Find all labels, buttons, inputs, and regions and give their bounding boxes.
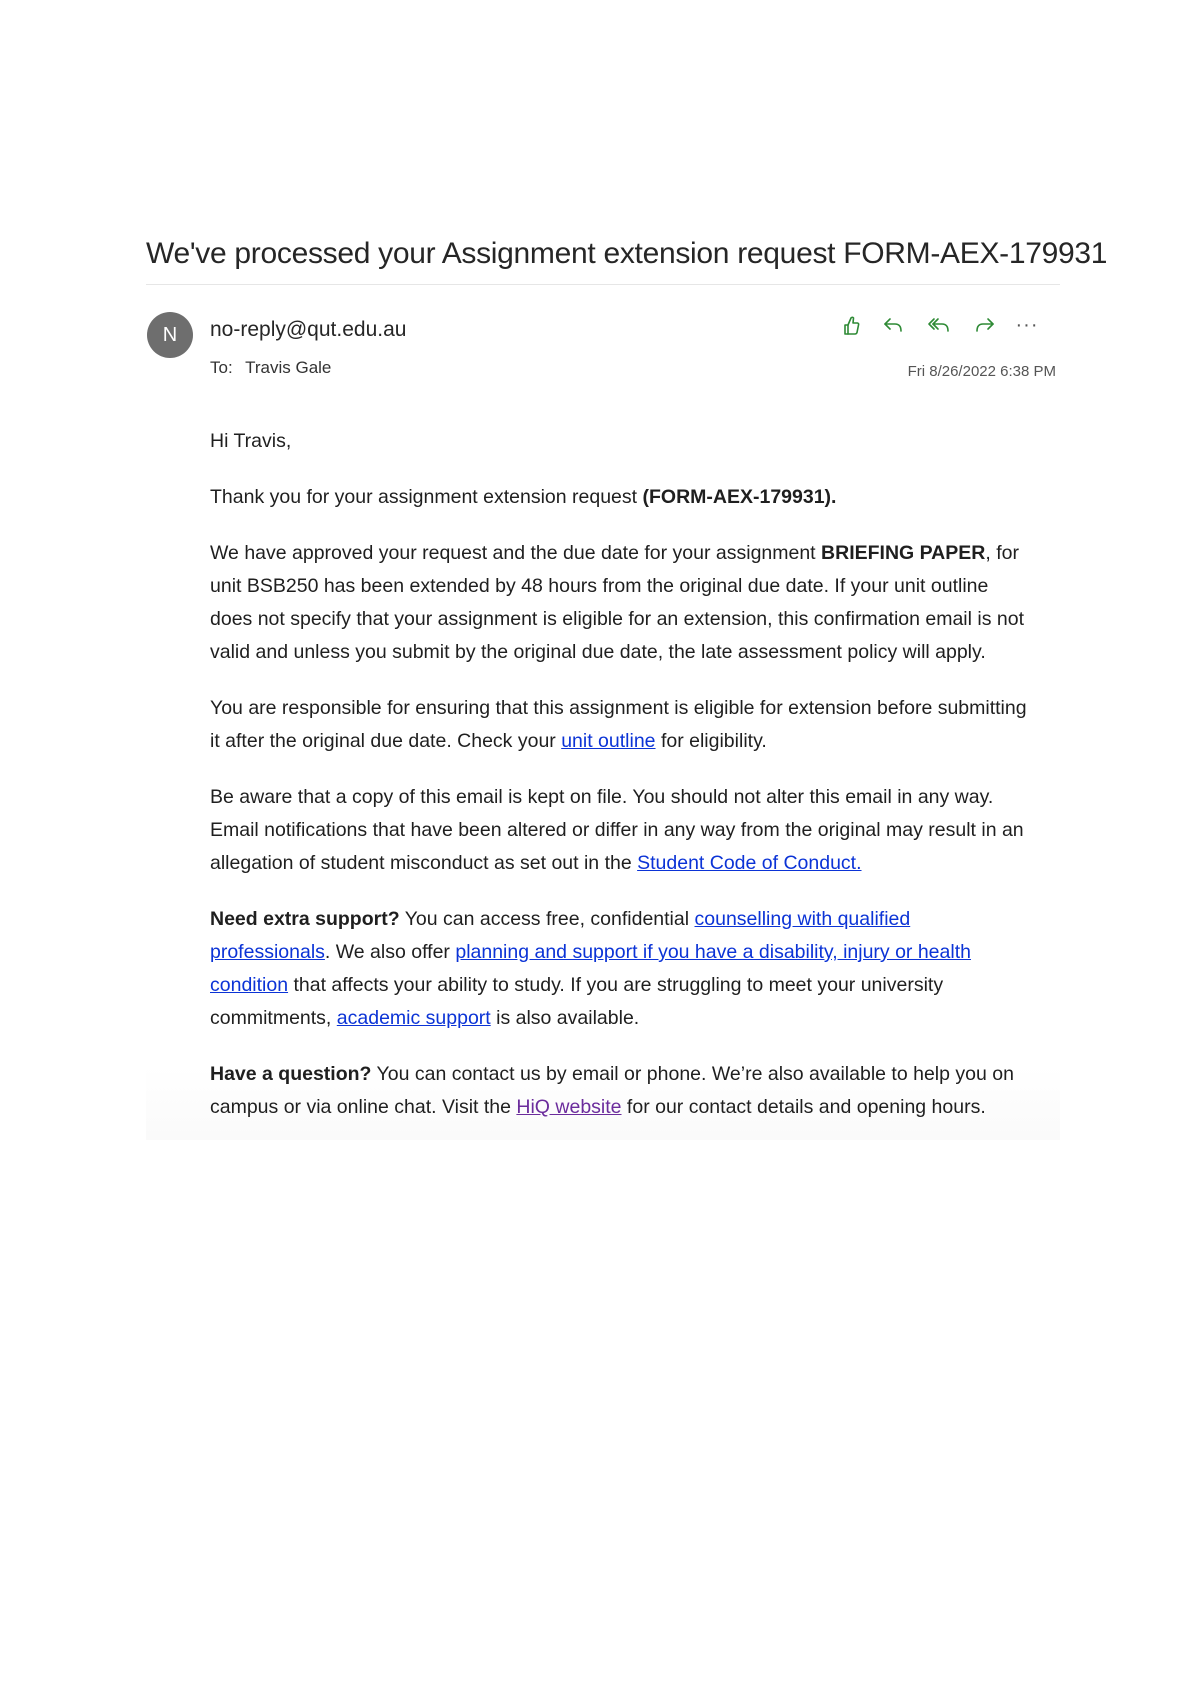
reply-all-icon[interactable] <box>924 310 954 340</box>
message-timestamp: Fri 8/26/2022 6:38 PM <box>907 363 1056 380</box>
p5-text-a: You can access free, confidential <box>399 908 695 930</box>
p5-text-b: . We also offer <box>324 941 456 963</box>
recipient-name[interactable]: Travis Gale <box>245 358 332 377</box>
sender-address[interactable]: no-reply@qut.edu.au <box>210 318 407 341</box>
student-code-of-conduct-link[interactable]: Student Code of Conduct. <box>637 852 862 874</box>
p5-text-d: is also available. <box>490 1007 640 1029</box>
more-options-icon[interactable]: ··· <box>1015 313 1039 336</box>
p4-text-a: Be aware that a copy of this email is kept on file. You should not alter this email in any way. Email notifications that have been altered or differ in any way from the original may result in an allegation of student misconduct as set out in the <box>210 786 1024 874</box>
body-paragraph-4 <box>210 781 1030 880</box>
question-heading: Have a question? <box>210 1063 372 1085</box>
hiq-website-link[interactable]: HiQ website <box>516 1096 622 1118</box>
reply-icon[interactable] <box>878 310 908 340</box>
recipient-line <box>210 357 331 379</box>
body-paragraph-5 <box>210 903 1030 1035</box>
p6-text-b: for our contact details and opening hours. <box>621 1096 986 1118</box>
email-body <box>210 425 1030 1147</box>
header-divider <box>146 284 1060 285</box>
to-label: To: <box>210 358 233 377</box>
p3-text-b: for eligibility. <box>655 730 767 752</box>
support-heading: Need extra support? <box>210 908 400 930</box>
unit-outline-link[interactable]: unit outline <box>561 730 656 752</box>
body-paragraph-1 <box>210 481 1030 514</box>
forward-icon[interactable] <box>970 310 1000 340</box>
academic-support-link[interactable]: academic support <box>336 1007 491 1029</box>
greeting: Hi Travis, <box>210 430 292 452</box>
email-subject: We've processed your Assignment extension request FORM-AEX-179931 <box>146 237 1108 270</box>
assignment-name: BRIEFING PAPER <box>821 542 986 564</box>
p5-text-c: that affects your ability to study. If you are struggling to meet your university commitments, <box>210 974 944 1029</box>
email-message <box>146 220 1108 1140</box>
p2-text-b: , for unit BSB250 has been extended by 48 hours from the original due date. If your unit outline does not specify that your assignment is eligible for an extension, this confirmation email is not valid and unless you submit by the original due date, the late assessment policy will apply. <box>210 542 1025 663</box>
request-id: (FORM-AEX-179931). <box>642 486 837 508</box>
sender-avatar[interactable]: N <box>147 312 193 358</box>
body-paragraph-3 <box>210 692 1030 758</box>
body-paragraph-6 <box>210 1058 1030 1124</box>
like-icon[interactable] <box>836 310 866 340</box>
p3-text-a: You are responsible for ensuring that this assignment is eligible for extension before submitting it after the original due date. Check your <box>210 697 1027 752</box>
message-actions <box>836 310 1046 342</box>
p6-text-a: You can contact us by email or phone. We’re also available to help you on campus or via online chat. Visit the <box>210 1063 1014 1118</box>
disability-support-link[interactable]: planning and support if you have a disability, injury or health condition <box>210 941 971 996</box>
counselling-link[interactable]: counselling with qualified professionals <box>210 908 911 963</box>
p1-text: Thank you for your assignment extension request <box>210 486 643 508</box>
p2-text-a: We have approved your request and the due date for your assignment <box>210 542 822 564</box>
body-paragraph-2 <box>210 537 1030 669</box>
